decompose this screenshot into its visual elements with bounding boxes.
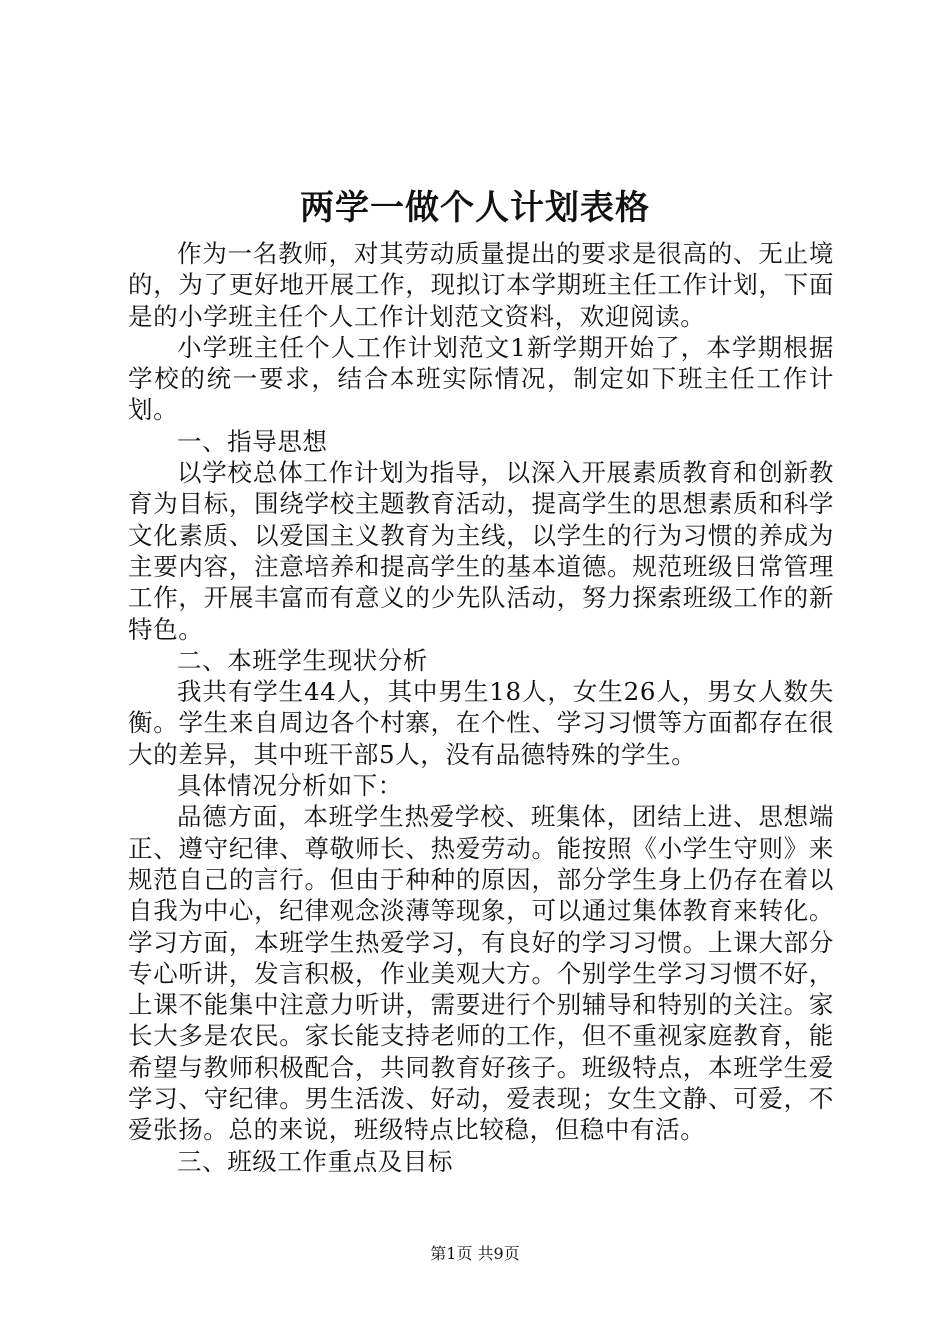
section-heading-guiding-ideology: 一、指导思想 <box>177 426 328 456</box>
document-body <box>128 238 834 1177</box>
section-heading-class-analysis: 二、本班学生现状分析 <box>177 645 428 675</box>
section-heading-work-focus: 三、班级工作重点及目标 <box>177 1146 454 1176</box>
paragraph-detailed-analysis: 品德方面，本班学生热爱学校、班集体，团结上进、思想端正、遵守纪律、尊敬师长、热爱劳动。能按照《小学生守则》来规范自己的言行。但由于种种的原因，部分学生身上仍存在着以自我为中心，纪律观念淡薄等现象，可以通过集体教育来转化。学习方面，本班学生热爱学习，有良好的学习习惯。上课大部分专心听讲，发言积极，作业美观大方。个别学生学习习惯不好，上课不能集中注意力听讲，需要进行个别辅导和特别的关注。家长大多是农民。家长能支持老师的工作，但不重视家庭教育，能希望与教师积极配合，共同教育好孩子。班级特点，本班学生爱学习、守纪律。男生活泼、好动，爱表现；女生文静、可爱，不爱张扬。总的来说，班级特点比较稳，但稳中有活。 <box>128 802 834 1145</box>
paragraph-intro: 作为一名教师，对其劳动质量提出的要求是很高的、无止境的，为了更好地开展工作，现拟订本学期班主任工作计划，下面是的小学班主任个人工作计划范文资料，欢迎阅读。 <box>128 239 834 331</box>
paragraph-guiding-ideology: 以学校总体工作计划为指导，以深入开展素质教育和创新教育为目标，围绕学校主题教育活动，提高学生的思想素质和科学文化素质、以爱国主义教育为主线，以学生的行为习惯的养成为主要内容，注意培养和提高学生的基本道德。规范班级日常管理工作，开展丰富而有意义的少先队活动，努力探索班级工作的新特色。 <box>128 458 834 644</box>
paragraph-analysis-lead: 具体情况分析如下： <box>177 771 403 801</box>
page-number-footer: 第1页 共9页 <box>430 1244 520 1263</box>
document-title: 两学一做个人计划表格 <box>300 188 650 228</box>
paragraph-student-count: 我共有学生44人，其中男生18人，女生26人，男女人数失衡。学生来自周边各个村寨，在个性、学习习惯等方面都存在很大的差异，其中班干部5人，没有品德特殊的学生。 <box>128 677 834 769</box>
paragraph-plan-intro: 小学班主任个人工作计划范文1新学期开始了，本学期根据学校的统一要求，结合本班实际情况，制定如下班主任工作计划。 <box>128 332 834 425</box>
